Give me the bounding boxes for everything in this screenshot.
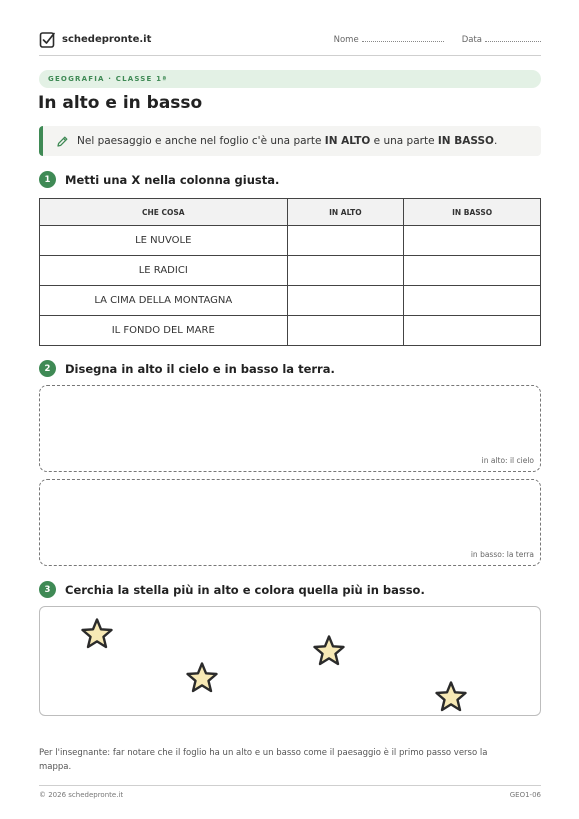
star-icon[interactable] <box>312 634 346 668</box>
callout-strong-in-basso: IN BASSO <box>437 135 494 147</box>
student-fields <box>316 35 541 45</box>
answer-cell-in-basso[interactable] <box>404 256 541 286</box>
exercise-number: 1 <box>39 171 56 188</box>
table-row <box>40 256 541 286</box>
item-cell: IL FONDO DEL MARE <box>40 316 288 346</box>
star-icon[interactable] <box>434 680 468 714</box>
column-header: CHE COSA <box>40 199 288 226</box>
exercise-number: 3 <box>39 581 56 598</box>
table-row <box>40 316 541 346</box>
answer-cell-in-basso[interactable] <box>404 286 541 316</box>
column-header: IN ALTO <box>287 199 404 226</box>
exercise-instruction: Disegna in alto il cielo e in basso la terra. <box>65 361 335 376</box>
page-title: In alto e in basso <box>38 93 203 113</box>
item-cell: LA CIMA DELLA MONTAGNA <box>40 286 288 316</box>
exercise-3-heading <box>39 581 425 598</box>
page-header <box>39 30 541 56</box>
intro-callout <box>39 126 541 156</box>
table-header-row <box>40 199 541 226</box>
answer-cell-in-alto[interactable] <box>287 316 404 346</box>
answer-cell-in-alto[interactable] <box>287 256 404 286</box>
page-footer <box>39 785 541 799</box>
brand-name: schedepronte.it <box>62 34 152 45</box>
teacher-note: Per l'insegnante: far notare che il foglio ha un alto e un basso come il paesaggio è il primo passo verso la mappa. <box>39 748 488 772</box>
table-row <box>40 226 541 256</box>
answer-cell-in-basso[interactable] <box>404 316 541 346</box>
item-cell: LE NUVOLE <box>40 226 288 256</box>
name-label: Nome <box>333 35 359 45</box>
exercise-2-heading <box>39 360 335 377</box>
answer-cell-in-basso[interactable] <box>404 226 541 256</box>
pencil-icon <box>56 135 69 148</box>
answer-cell-in-alto[interactable] <box>287 286 404 316</box>
copyright: © 2026 schedepronte.it <box>39 791 124 799</box>
drawing-area-ground[interactable] <box>39 479 541 566</box>
item-cell: LE RADICI <box>40 256 288 286</box>
star-area <box>39 606 541 716</box>
sheet-code: GEO1-06 <box>509 791 541 799</box>
star-icon[interactable] <box>185 661 219 695</box>
date-label: Data <box>461 35 482 45</box>
answer-cell-in-alto[interactable] <box>287 226 404 256</box>
date-field[interactable] <box>485 35 541 42</box>
checkbox-logo-icon <box>39 30 56 49</box>
exercise-1-heading <box>39 171 279 188</box>
subject-tag: GEOGRAFIA · CLASSE 1ª <box>39 70 541 88</box>
drawing-area-note: in basso: la terra <box>470 550 534 559</box>
exercise-number: 2 <box>39 360 56 377</box>
exercise-instruction: Metti una X nella colonna giusta. <box>65 172 280 187</box>
callout-text: Nel paesaggio e anche nel foglio c'è una parte IN ALTO e una parte IN BASSO. <box>77 135 498 147</box>
table-row <box>40 286 541 316</box>
callout-strong-in-alto: IN ALTO <box>324 135 371 147</box>
drawing-area-sky[interactable] <box>39 385 541 472</box>
name-field[interactable] <box>362 35 444 42</box>
logo <box>39 30 151 49</box>
exercise-instruction: Cerchia la stella più in alto e colora quella più in basso. <box>65 582 425 597</box>
column-header: IN BASSO <box>404 199 541 226</box>
star-icon[interactable] <box>80 617 114 651</box>
drawing-area-note: in alto: il cielo <box>481 456 534 465</box>
classification-table <box>39 198 541 346</box>
